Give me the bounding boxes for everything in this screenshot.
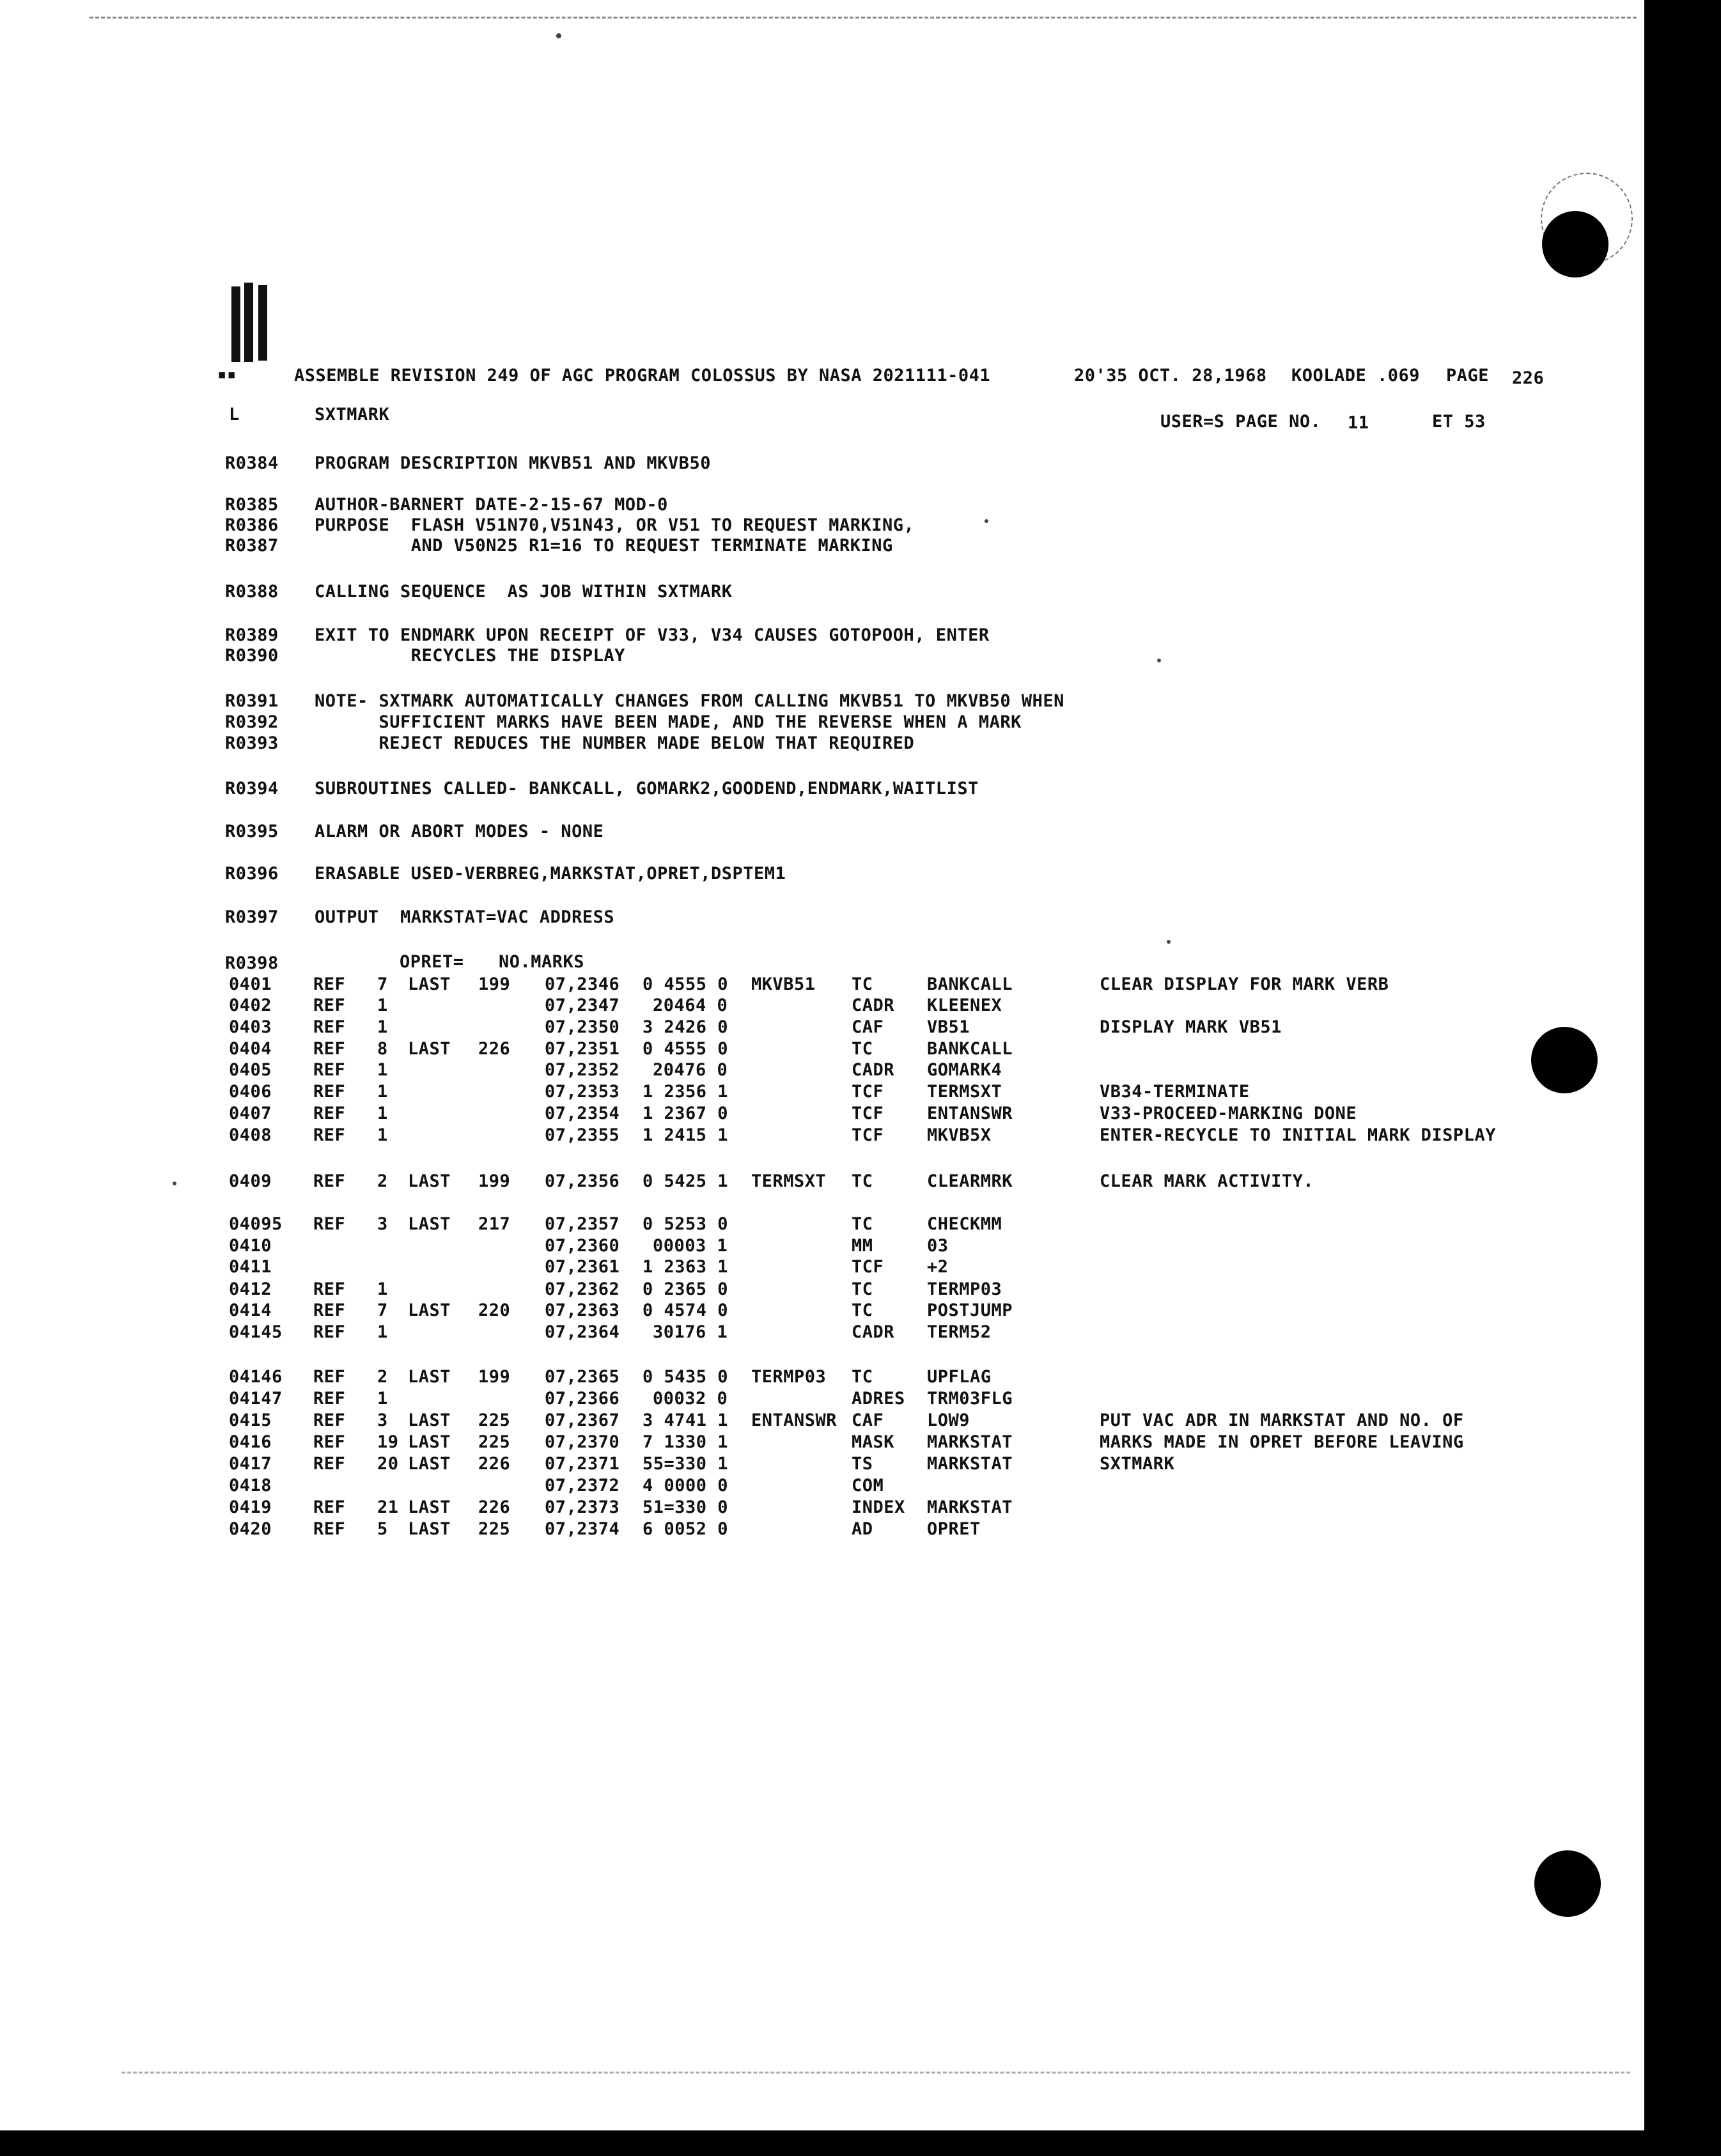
opcode: TC <box>852 1301 873 1320</box>
opcode: TC <box>852 974 873 994</box>
ref-label: REF <box>313 1039 346 1059</box>
line-number: 0411 <box>229 1257 272 1277</box>
last-label: LAST <box>408 1301 451 1320</box>
speck <box>985 519 988 523</box>
operand: VB51 <box>927 1017 970 1037</box>
opcode: AD <box>852 1519 873 1539</box>
last-label: LAST <box>408 1497 451 1517</box>
octal-code: 0 4555 0 <box>642 974 729 994</box>
opcode: CAF <box>852 1410 884 1430</box>
octal-code: 20464 0 <box>653 996 728 1015</box>
last-page: 226 <box>478 1039 511 1059</box>
comment: PUT VAC ADR IN MARKSTAT AND NO. OF <box>1100 1410 1464 1430</box>
line-number: 0419 <box>229 1497 272 1517</box>
remark-text: NOTE- SXTMARK AUTOMATICALLY CHANGES FROM CALLING MKVB51 TO MKVB50 WHEN <box>315 691 1064 711</box>
remark-text: PROGRAM DESCRIPTION MKVB51 AND MKVB50 <box>315 453 711 473</box>
ref-count: 3 <box>377 1410 388 1430</box>
comment: CLEAR DISPLAY FOR MARK VERB <box>1100 974 1389 994</box>
punch-hole-top <box>1542 211 1608 277</box>
comment: DISPLAY MARK VB51 <box>1100 1017 1282 1037</box>
bank-address: 07,2351 <box>545 1039 620 1059</box>
remark-text: SUFFICIENT MARKS HAVE BEEN MADE, AND THE REVERSE WHEN A MARK <box>315 712 1022 732</box>
last-page: 225 <box>478 1519 511 1539</box>
operand: ENTANSWR <box>927 1104 1013 1123</box>
ref-count: 1 <box>377 1104 388 1123</box>
operand: TRM03FLG <box>927 1389 1013 1409</box>
octal-code: 20476 0 <box>653 1060 728 1080</box>
operand: +2 <box>927 1257 949 1277</box>
remark-id: R0396 <box>225 864 279 884</box>
line-number: 04145 <box>229 1322 283 1342</box>
speck <box>1167 940 1171 944</box>
remark-id: R0395 <box>225 822 279 841</box>
bank-address: 07,2352 <box>545 1060 620 1080</box>
last-page: 199 <box>478 1171 511 1191</box>
last-label: LAST <box>408 1367 451 1387</box>
operand: TERM52 <box>927 1322 992 1342</box>
bank-address: 07,2372 <box>545 1476 620 1496</box>
bank-address: 07,2373 <box>545 1497 620 1517</box>
operand: TERMP03 <box>927 1279 1002 1299</box>
octal-code: 1 2367 0 <box>642 1104 729 1123</box>
section-name: SXTMARK <box>315 405 390 425</box>
opcode: COM <box>852 1476 884 1496</box>
page-label: PAGE <box>1446 366 1490 386</box>
last-page: 220 <box>478 1301 511 1320</box>
octal-code: 0 4555 0 <box>642 1039 729 1059</box>
symbol-label: TERMP03 <box>751 1367 827 1387</box>
line-number: 0414 <box>229 1301 272 1320</box>
ref-count: 1 <box>377 1389 388 1409</box>
bank-address: 07,2363 <box>545 1301 620 1320</box>
bank-address: 07,2371 <box>545 1454 620 1474</box>
remark-text: OUTPUT MARKSTAT=VAC ADDRESS <box>315 907 615 927</box>
line-number: 0409 <box>229 1171 272 1191</box>
ref-label: REF <box>313 1125 346 1145</box>
ref-label: REF <box>313 1017 346 1037</box>
top-scan-edge <box>90 17 1637 19</box>
line-number: 0416 <box>229 1432 272 1452</box>
octal-code: 51=330 0 <box>642 1497 729 1517</box>
comment: MARKS MADE IN OPRET BEFORE LEAVING <box>1100 1432 1464 1452</box>
ref-label: REF <box>313 1171 346 1191</box>
opcode: TCF <box>852 1082 884 1102</box>
operand: GOMARK4 <box>927 1060 1002 1080</box>
ref-count: 5 <box>377 1519 388 1539</box>
ref-label: REF <box>313 1367 346 1387</box>
line-number: 0401 <box>229 974 272 994</box>
remark-id: R0384 <box>225 453 279 473</box>
octal-code: 30176 1 <box>653 1322 728 1342</box>
speck <box>173 1182 176 1185</box>
opcode: TCF <box>852 1257 884 1277</box>
page-mark: ▪▪ <box>217 365 237 383</box>
bank-address: 07,2365 <box>545 1367 620 1387</box>
bank-address: 07,2361 <box>545 1257 620 1277</box>
ref-label: REF <box>313 1104 346 1123</box>
ref-count: 8 <box>377 1039 388 1059</box>
last-page: 225 <box>478 1432 511 1452</box>
punch-hole-bottom <box>1534 1850 1601 1917</box>
remark-id: R0390 <box>225 646 279 666</box>
date-line: 20'35 OCT. 28,1968 <box>1074 366 1267 386</box>
opcode: MASK <box>852 1432 895 1452</box>
line-number: 0406 <box>229 1082 272 1102</box>
operand: MARKSTAT <box>927 1497 1013 1517</box>
ref-label: REF <box>313 1060 346 1080</box>
speck <box>1157 659 1161 662</box>
ref-count: 20 <box>377 1454 399 1474</box>
symbol-label: MKVB51 <box>751 974 816 994</box>
remark-text: SUBROUTINES CALLED- BANKCALL, GOMARK2,GOODEND,ENDMARK,WAITLIST <box>315 779 979 799</box>
operand: UPFLAG <box>927 1367 992 1387</box>
opcode: CAF <box>852 1017 884 1037</box>
bank-address: 07,2362 <box>545 1279 620 1299</box>
line-number: 0410 <box>229 1236 272 1256</box>
remark-id: R0397 <box>225 907 279 927</box>
last-label: LAST <box>408 1039 451 1059</box>
remark-text: AND V50N25 R1=16 TO REQUEST TERMINATE MARKING <box>315 536 893 556</box>
l-label: L <box>229 405 240 425</box>
comment: V33-PROCEED-MARKING DONE <box>1100 1104 1357 1123</box>
opcode: TCF <box>852 1104 884 1123</box>
ref-label: REF <box>313 1454 346 1474</box>
opcode: INDEX <box>852 1497 905 1517</box>
ref-label: REF <box>313 1389 346 1409</box>
octal-code: 1 2356 1 <box>642 1082 729 1102</box>
octal-code: 3 2426 0 <box>642 1017 729 1037</box>
ref-count: 7 <box>377 974 388 994</box>
ref-label: REF <box>313 1410 346 1430</box>
clip-mark <box>231 286 240 362</box>
line-number: 0403 <box>229 1017 272 1037</box>
operand: BANKCALL <box>927 1039 1013 1059</box>
bank-address: 07,2374 <box>545 1519 620 1539</box>
octal-code: 55=330 1 <box>642 1454 729 1474</box>
line-number: 0412 <box>229 1279 272 1299</box>
remark-text: CALLING SEQUENCE AS JOB WITHIN SXTMARK <box>315 582 733 602</box>
symbol-label: TERMSXT <box>751 1171 827 1191</box>
ref-count: 2 <box>377 1367 388 1387</box>
opcode: TC <box>852 1171 873 1191</box>
bank-address: 07,2347 <box>545 996 620 1015</box>
octal-code: 1 2363 1 <box>642 1257 729 1277</box>
opcode: CADR <box>852 996 895 1015</box>
operand: OPRET <box>927 1519 981 1539</box>
octal-code: 00003 1 <box>653 1236 728 1256</box>
last-label: LAST <box>408 1432 451 1452</box>
ref-label: REF <box>313 1432 346 1452</box>
comment: ENTER-RECYCLE TO INITIAL MARK DISPLAY <box>1100 1125 1496 1145</box>
opcode: TC <box>852 1279 873 1299</box>
octal-code: 6 0052 0 <box>642 1519 729 1539</box>
punch-hole-middle <box>1531 1027 1598 1093</box>
comment: SXTMARK <box>1100 1454 1175 1474</box>
opcode: ADRES <box>852 1389 905 1409</box>
ref-label: REF <box>313 1301 346 1320</box>
octal-code: 0 5253 0 <box>642 1214 729 1234</box>
remark-id: R0394 <box>225 779 279 799</box>
remark-id: R0385 <box>225 495 279 515</box>
line-number: 0405 <box>229 1060 272 1080</box>
speck <box>556 33 561 38</box>
ref-label: REF <box>313 974 346 994</box>
bank-address: 07,2364 <box>545 1322 620 1342</box>
octal-code: 0 4574 0 <box>642 1301 729 1320</box>
bottom-border <box>0 2130 1721 2156</box>
ref-count: 1 <box>377 1082 388 1102</box>
ref-label: REF <box>313 1497 346 1517</box>
remark-id: R0392 <box>225 712 279 732</box>
remark-id: R0386 <box>225 515 279 535</box>
operand: BANKCALL <box>927 974 1013 994</box>
last-label: LAST <box>408 1519 451 1539</box>
line-number: 0404 <box>229 1039 272 1059</box>
last-page: 217 <box>478 1214 511 1234</box>
ref-count: 2 <box>377 1171 388 1191</box>
page-number: 226 <box>1512 368 1545 388</box>
ref-label: REF <box>313 996 346 1015</box>
line-number: 0415 <box>229 1410 272 1430</box>
comment: CLEAR MARK ACTIVITY. <box>1100 1171 1314 1191</box>
ref-count: 1 <box>377 1279 388 1299</box>
symbol-label: ENTANSWR <box>751 1410 837 1430</box>
remark-text: REJECT REDUCES THE NUMBER MADE BELOW THAT REQUIRED <box>315 733 915 753</box>
ref-count: 1 <box>377 1060 388 1080</box>
remark-id: R0389 <box>225 625 279 645</box>
last-page: 225 <box>478 1410 511 1430</box>
line-number: 04147 <box>229 1389 283 1409</box>
remark-text: ERASABLE USED-VERBREG,MARKSTAT,OPRET,DSPTEM1 <box>315 864 786 884</box>
octal-code: 3 4741 1 <box>642 1410 729 1430</box>
octal-code: 0 5425 1 <box>642 1171 729 1191</box>
line-number: 0417 <box>229 1454 272 1474</box>
operand: KLEENEX <box>927 996 1002 1015</box>
bank-address: 07,2370 <box>545 1432 620 1452</box>
ref-count: 3 <box>377 1214 388 1234</box>
ref-count: 19 <box>377 1432 399 1452</box>
last-page: 226 <box>478 1454 511 1474</box>
bank-address: 07,2357 <box>545 1214 620 1234</box>
remark-text: RECYCLES THE DISPLAY <box>315 646 625 666</box>
octal-code: 4 0000 0 <box>642 1476 729 1496</box>
ref-count: 1 <box>377 1017 388 1037</box>
users-page-label: USER=S PAGE NO. <box>1160 412 1321 432</box>
opret-heading: OPRET= <box>400 952 464 972</box>
bank-address: 07,2354 <box>545 1104 620 1123</box>
opcode: CADR <box>852 1060 895 1080</box>
last-label: LAST <box>408 1214 451 1234</box>
last-label: LAST <box>408 974 451 994</box>
ref-count: 7 <box>377 1301 388 1320</box>
bank-address: 07,2367 <box>545 1410 620 1430</box>
ref-label: REF <box>313 1082 346 1102</box>
koolade-label: KOOLADE .069 <box>1291 366 1421 386</box>
bottom-scan-edge <box>121 2072 1630 2074</box>
operand: LOW9 <box>927 1410 970 1430</box>
last-page: 199 <box>478 1367 511 1387</box>
line-number: 0418 <box>229 1476 272 1496</box>
operand: TERMSXT <box>927 1082 1002 1102</box>
no-marks-heading: NO.MARKS <box>499 952 585 972</box>
operand: MARKSTAT <box>927 1454 1013 1474</box>
ref-label: REF <box>313 1519 346 1539</box>
ref-label: REF <box>313 1214 346 1234</box>
operand: 03 <box>927 1236 949 1256</box>
ref-count: 1 <box>377 1322 388 1342</box>
operand: MARKSTAT <box>927 1432 1013 1452</box>
opcode: TCF <box>852 1125 884 1145</box>
octal-code: 0 5435 0 <box>642 1367 729 1387</box>
octal-code: 0 2365 0 <box>642 1279 729 1299</box>
line-number: 0407 <box>229 1104 272 1123</box>
bank-address: 07,2356 <box>545 1171 620 1191</box>
opcode: TC <box>852 1039 873 1059</box>
ref-label: REF <box>313 1322 346 1342</box>
bank-address: 07,2366 <box>545 1389 620 1409</box>
octal-code: 7 1330 1 <box>642 1432 729 1452</box>
line-number: 04146 <box>229 1367 283 1387</box>
operand: CHECKMM <box>927 1214 1002 1234</box>
last-label: LAST <box>408 1410 451 1430</box>
last-page: 199 <box>478 974 511 994</box>
remark-text: EXIT TO ENDMARK UPON RECEIPT OF V33, V34 CAUSES GOTOPOOH, ENTER <box>315 625 990 645</box>
remark-text: ALARM OR ABORT MODES - NONE <box>315 822 604 841</box>
ref-count: 1 <box>377 996 388 1015</box>
last-label: LAST <box>408 1171 451 1191</box>
remark-text: PURPOSE FLASH V51N70,V51N43, OR V51 TO REQUEST MARKING, <box>315 515 915 535</box>
octal-code: 00032 0 <box>653 1389 728 1409</box>
operand: MKVB5X <box>927 1125 992 1145</box>
remark-id: R0388 <box>225 582 279 602</box>
opcode: TC <box>852 1367 873 1387</box>
last-label: LAST <box>408 1454 451 1474</box>
ref-count: 1 <box>377 1125 388 1145</box>
opcode: TC <box>852 1214 873 1234</box>
opcode: CADR <box>852 1322 895 1342</box>
remark-text: AUTHOR-BARNERT DATE-2-15-67 MOD-0 <box>315 495 668 515</box>
assemble-line: ASSEMBLE REVISION 249 OF AGC PROGRAM COLOSSUS BY NASA 2021111-041 <box>294 366 991 386</box>
page-count: ET 53 <box>1432 412 1486 432</box>
opcode: TS <box>852 1454 873 1474</box>
comment: VB34-TERMINATE <box>1100 1082 1250 1102</box>
line-number: 0408 <box>229 1125 272 1145</box>
clip-mark <box>244 283 253 362</box>
remark-id: R0391 <box>225 691 279 711</box>
last-page: 226 <box>478 1497 511 1517</box>
octal-code: 1 2415 1 <box>642 1125 729 1145</box>
remark-id: R0393 <box>225 733 279 753</box>
bank-address: 07,2353 <box>545 1082 620 1102</box>
opcode: MM <box>852 1236 873 1256</box>
clip-mark <box>258 285 267 361</box>
bank-address: 07,2346 <box>545 974 620 994</box>
bank-address: 07,2350 <box>545 1017 620 1037</box>
line-number: 04095 <box>229 1214 283 1234</box>
operand: CLEARMRK <box>927 1171 1013 1191</box>
operand: POSTJUMP <box>927 1301 1013 1320</box>
remark-id: R0387 <box>225 536 279 556</box>
ref-label: REF <box>313 1279 346 1299</box>
users-page-number: 11 <box>1348 413 1369 433</box>
remark-id: R0398 <box>225 953 279 973</box>
line-number: 0420 <box>229 1519 272 1539</box>
ref-count: 21 <box>377 1497 399 1517</box>
line-number: 0402 <box>229 996 272 1015</box>
bank-address: 07,2355 <box>545 1125 620 1145</box>
bank-address: 07,2360 <box>545 1236 620 1256</box>
